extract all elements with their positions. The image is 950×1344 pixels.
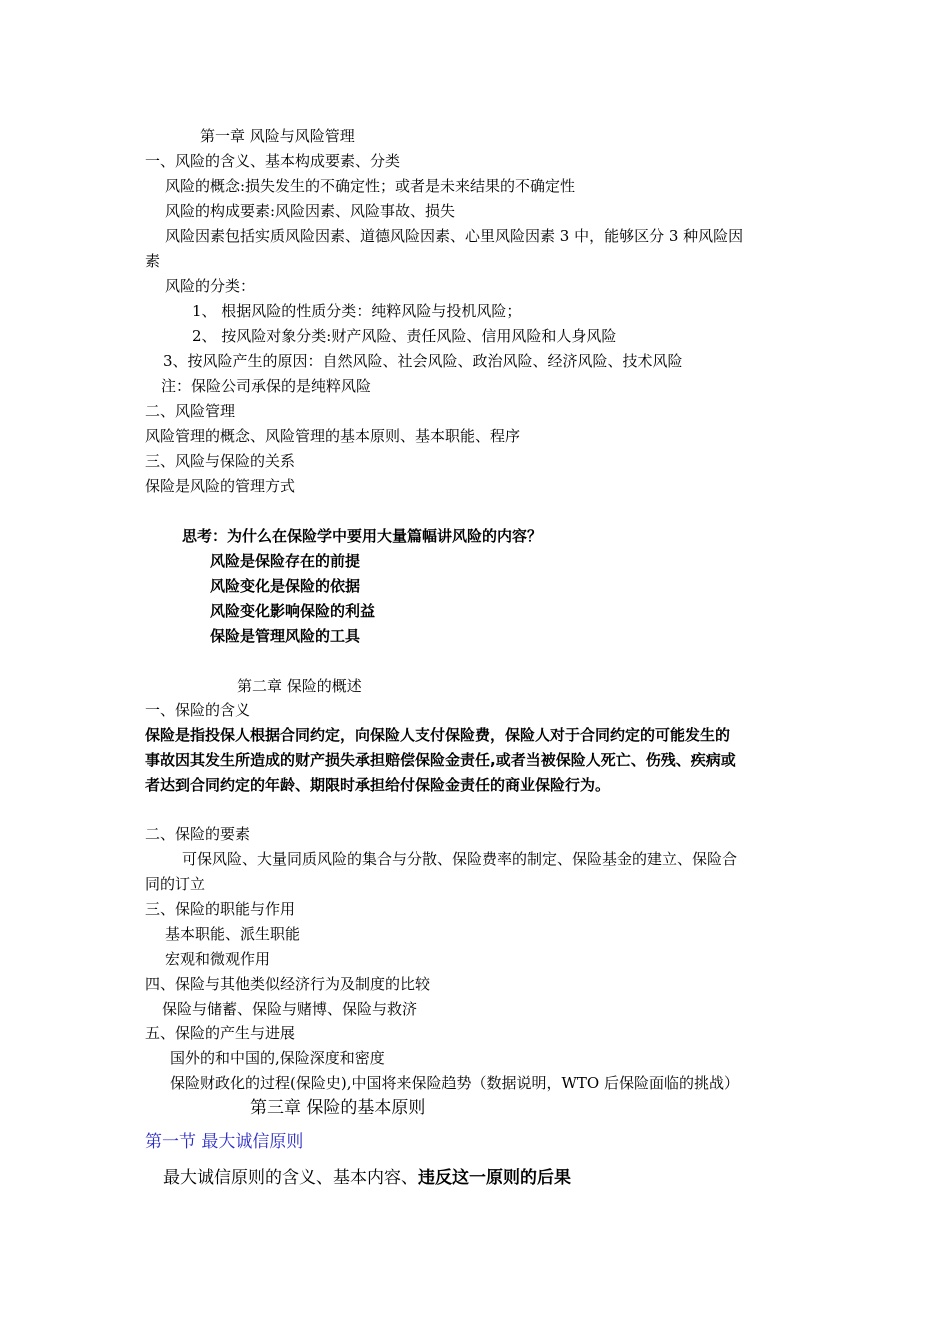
ch2-section-2-body-2: 同的订立 (145, 875, 206, 893)
ch1-section-2-body: 风险管理的概念、风险管理的基本原则、基本职能、程序 (145, 427, 521, 445)
risk-factors-line-2: 素 (145, 252, 161, 270)
ch1-section-3-heading: 三、风险与保险的关系 (145, 452, 296, 470)
ch2-section-3-body-1: 基本职能、派生职能 (165, 925, 301, 943)
risk-classification-2: 2、 按风险对象分类:财产风险、责任风险、信用风险和人身风险 (192, 327, 617, 345)
ch2-section-3-body-2: 宏观和微观作用 (165, 950, 271, 968)
risk-classification-1: 1、 根据风险的性质分类：纯粹风险与投机风险； (192, 302, 522, 320)
ch3-body-bold: 违反这一原则的后果 (418, 1168, 571, 1188)
risk-classification-3: 3、按风险产生的原因：自然风险、社会风险、政治风险、经济风险、技术风险 (163, 352, 683, 370)
ch2-section-1-heading: 一、保险的含义 (145, 701, 251, 719)
ch2-section-4-body: 保险与储蓄、保险与赌博、保险与救济 (162, 1000, 418, 1018)
ch3-body-plain: 最大诚信原则的含义、基本内容、 (163, 1168, 418, 1188)
ch2-section-5-body-2: 保险财政化的过程(保险史),中国将来保险趋势（数据说明，WTO 后保险面临的挑战） (170, 1074, 739, 1092)
think-question: 思考：为什么在保险学中要用大量篇幅讲风险的内容？ (182, 527, 543, 545)
think-point-3: 风险变化影响保险的利益 (210, 602, 376, 620)
ch2-section-2-body-1: 可保风险、大量同质风险的集合与分散、保险费率的制定、保险基金的建立、保险合 (182, 850, 738, 868)
insurance-definition-line-3: 者达到合同约定的年龄、期限时承担给付保险金责任的商业保险行为。 (145, 776, 611, 794)
ch2-section-5-heading: 五、保险的产生与进展 (145, 1024, 296, 1042)
ch1-section-1-heading: 一、风险的含义、基本构成要素、分类 (145, 152, 401, 170)
insurance-definition-line-1: 保险是指投保人根据合同约定，向保险人支付保险费，保险人对于合同约定的可能发生的 (145, 726, 731, 744)
ch2-section-2-heading: 二、保险的要素 (145, 825, 251, 843)
risk-classification-title: 风险的分类： (165, 277, 256, 295)
ch1-section-2-heading: 二、风险管理 (145, 402, 236, 420)
risk-factors-line-1: 风险因素包括实质风险因素、道德风险因素、心里风险因素 3 中，能够区分 3 种风险因 (165, 227, 744, 245)
risk-elements: 风险的构成要素:风险因素、风险事故、损失 (165, 202, 456, 220)
ch2-section-5-body-1: 国外的和中国的,保险深度和密度 (170, 1049, 385, 1067)
chapter-1-title: 第一章 风险与风险管理 (200, 127, 355, 145)
ch2-section-3-heading: 三、保险的职能与作用 (145, 900, 296, 918)
ch2-section-4-heading: 四、保险与其他类似经济行为及制度的比较 (145, 975, 431, 993)
chapter-2-title: 第二章 保险的概述 (237, 677, 362, 695)
chapter-3-title: 第三章 保险的基本原则 (250, 1098, 426, 1118)
risk-note: 注：保险公司承保的是纯粹风险 (161, 377, 372, 395)
think-point-2: 风险变化是保险的依据 (210, 577, 361, 595)
think-point-1: 风险是保险存在的前提 (210, 552, 361, 570)
risk-concept: 风险的概念:损失发生的不确定性；或者是未来结果的不确定性 (165, 177, 576, 195)
think-point-4: 保险是管理风险的工具 (210, 627, 361, 645)
ch3-section-1-heading: 第一节 最大诚信原则 (145, 1132, 304, 1152)
ch1-section-3-body: 保险是风险的管理方式 (145, 477, 296, 495)
insurance-definition-line-2: 事故因其发生所造成的财产损失承担赔偿保险金责任,或者当被保险人死亡、伤残、疾病或 (145, 751, 736, 769)
ch3-section-1-body (163, 1166, 833, 1191)
